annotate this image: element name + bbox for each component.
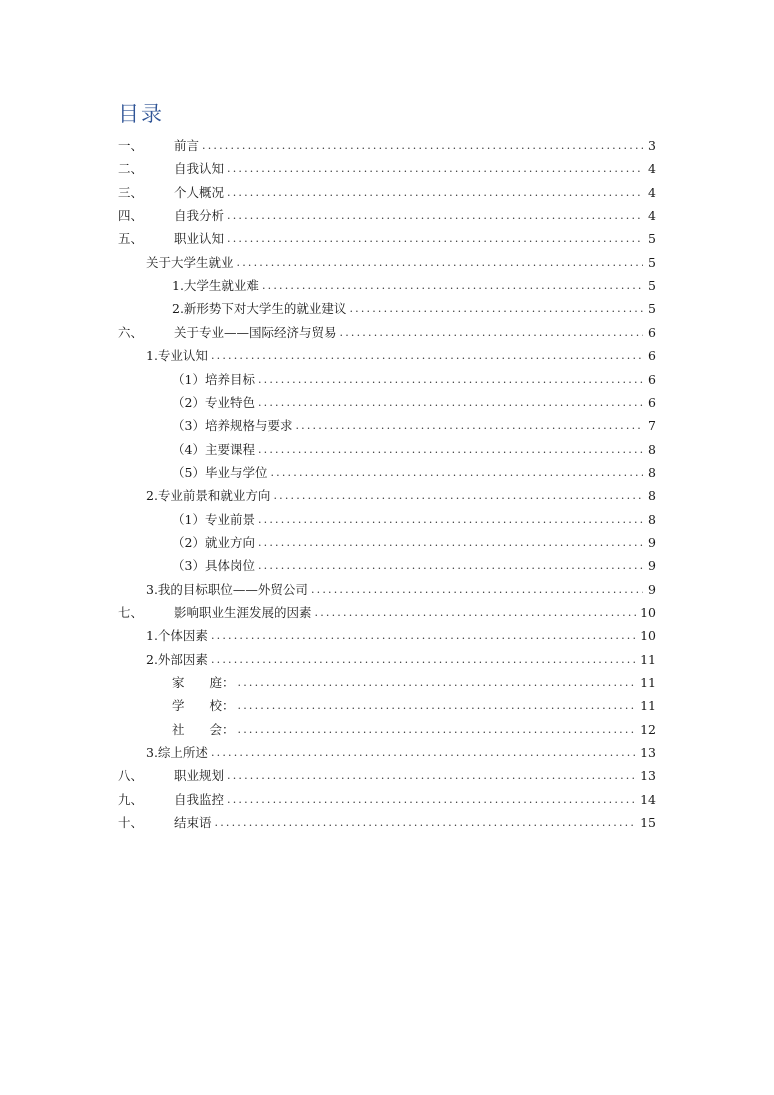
dot-leader [258, 556, 643, 576]
toc-entry-page: 5 [648, 301, 656, 317]
toc-entry-label: 3.我的目标职位——外贸公司 [146, 581, 308, 597]
toc-entry[interactable] [172, 463, 656, 483]
dot-leader [227, 229, 643, 249]
dot-leader [211, 626, 637, 646]
toc-entry[interactable] [118, 183, 656, 203]
toc-entry-page: 13 [640, 745, 656, 761]
toc-entry-label: 个人概况 [174, 184, 225, 200]
dot-leader [273, 486, 643, 506]
toc-entry-page: 10 [640, 628, 656, 644]
dot-leader [227, 159, 643, 179]
toc-entry-page: 13 [640, 768, 656, 784]
toc-entry-page: 4 [648, 161, 656, 177]
toc-entry[interactable] [172, 696, 656, 716]
toc-entry-number: 五、 [118, 231, 144, 247]
toc-entry-page: 9 [648, 534, 656, 550]
toc-entry-page: 3 [648, 138, 656, 153]
toc-entry-label: 前言 [174, 138, 200, 153]
toc-entry-label: （1）专业前景 [172, 511, 255, 527]
toc-entry[interactable] [118, 323, 656, 343]
toc-entry-label: 结束语 [174, 815, 212, 831]
toc-entry-label: 3.综上所述 [146, 745, 208, 761]
toc-entry-number: 九、 [118, 791, 144, 807]
dot-leader [238, 696, 638, 716]
toc-entry-label: （2）专业特色 [172, 394, 255, 410]
toc-entry-number: 一、 [118, 138, 144, 153]
toc-entry-label: 学 校： [172, 698, 235, 714]
toc-entry-page: 14 [640, 791, 656, 807]
toc-entry-label: 职业认知 [174, 231, 225, 247]
toc-entry[interactable] [146, 253, 656, 273]
toc-entry[interactable] [118, 766, 656, 786]
toc-entry-page: 8 [648, 488, 656, 504]
toc-entry[interactable] [118, 206, 656, 226]
toc-entry[interactable] [118, 159, 656, 179]
toc-entry-label: 自我监控 [174, 791, 225, 807]
toc-entry-label: 1.专业认知 [146, 348, 208, 364]
toc-entry-label: （2）就业方向 [172, 534, 255, 550]
toc-entry-number: 六、 [118, 324, 144, 340]
toc-entry[interactable] [118, 790, 656, 810]
dot-leader [270, 463, 643, 483]
toc-entry-label: （4）主要课程 [172, 441, 255, 457]
toc-entry[interactable] [172, 720, 656, 740]
toc-entry-page: 5 [648, 231, 656, 247]
toc-entry-label: 社 会： [172, 721, 235, 737]
toc-entry-label: 1.个体因素 [146, 628, 208, 644]
dot-leader [295, 416, 643, 436]
dot-leader [311, 580, 643, 600]
toc-entry-label: 1.大学生就业难 [172, 278, 259, 294]
dot-leader [258, 370, 643, 390]
toc-entry[interactable] [118, 813, 656, 833]
toc-entry-label: 关于专业——国际经济与贸易 [174, 324, 337, 340]
toc-entry-label: 自我分析 [174, 208, 225, 224]
toc-entry[interactable] [172, 393, 656, 413]
toc-entry-label: （5）毕业与学位 [172, 464, 268, 480]
toc-entry-label: （3）培养规格与要求 [172, 418, 293, 434]
toc-entry-number: 二、 [118, 161, 144, 177]
toc-entry[interactable] [146, 743, 656, 763]
toc-entry-number: 十、 [118, 815, 144, 831]
toc-entry-page: 4 [648, 208, 656, 224]
toc-entry-label: （1）培养目标 [172, 371, 255, 387]
toc-entry-page: 7 [648, 418, 656, 434]
toc-entry-page: 12 [640, 721, 656, 737]
toc-entry-page: 11 [640, 675, 656, 691]
toc-entry-page: 11 [640, 651, 656, 667]
toc-entry-number: 三、 [118, 184, 144, 200]
toc-entry-page: 5 [648, 278, 656, 294]
toc-entry-page: 8 [648, 441, 656, 457]
toc-entry-page: 6 [648, 394, 656, 410]
toc-entry[interactable] [146, 650, 656, 670]
toc-entry-label: 关于大学生就业 [146, 254, 234, 270]
toc-entry-number: 四、 [118, 208, 144, 224]
toc-entry-page: 6 [648, 371, 656, 387]
toc-entry[interactable] [172, 533, 656, 553]
dot-leader [211, 650, 637, 670]
dot-leader [258, 510, 643, 530]
toc-entry[interactable] [146, 580, 656, 600]
dot-leader [258, 533, 643, 553]
toc-entry-label: 影响职业生涯发展的因素 [174, 605, 312, 620]
toc-entry[interactable] [172, 556, 656, 576]
toc-entry-label: 家 庭： [172, 675, 235, 691]
toc-entry[interactable] [172, 299, 656, 319]
dot-leader [237, 253, 643, 273]
toc-entry-label: 2.外部因素 [146, 651, 208, 667]
dot-leader [340, 323, 643, 343]
dot-leader [211, 743, 637, 763]
toc-entry-page: 10 [640, 605, 656, 620]
toc-entry[interactable] [172, 416, 656, 436]
toc-entry[interactable] [118, 229, 656, 249]
toc-entry[interactable] [172, 510, 656, 530]
toc-entry-number: 七、 [118, 605, 144, 620]
toc-entry-page: 9 [648, 581, 656, 597]
toc-entry-label: 2.专业前景和就业方向 [146, 488, 271, 504]
toc-entry[interactable] [146, 486, 656, 506]
dot-leader [238, 673, 638, 693]
toc-entry[interactable] [146, 626, 656, 646]
toc-entry-page: 15 [640, 815, 656, 831]
toc-entry-page: 6 [648, 324, 656, 340]
dot-leader [227, 766, 637, 786]
dot-leader [258, 393, 643, 413]
toc-entry-label: 自我认知 [174, 161, 225, 177]
toc-entry-label: 2.新形势下对大学生的就业建议 [172, 301, 347, 317]
toc-entry-page: 9 [648, 558, 656, 574]
dot-leader [215, 813, 638, 833]
dot-leader [238, 720, 638, 740]
dot-leader [349, 299, 643, 319]
toc-entry[interactable] [118, 603, 656, 623]
dot-leader [262, 276, 643, 296]
toc-entry[interactable] [172, 673, 656, 693]
toc-entry-page: 5 [648, 254, 656, 270]
dot-leader [315, 603, 638, 623]
toc-entry-number: 八、 [118, 768, 144, 784]
dot-leader [227, 206, 643, 226]
toc-entry[interactable] [146, 346, 656, 366]
dot-leader [211, 346, 643, 366]
toc-entry-page: 6 [648, 348, 656, 364]
toc-entry-page: 8 [648, 511, 656, 527]
toc-entry[interactable] [172, 276, 656, 296]
toc-entry[interactable] [118, 136, 656, 156]
dot-leader [227, 790, 637, 810]
dot-leader [258, 440, 643, 460]
toc-entry-label: 职业规划 [174, 768, 225, 784]
toc-entry-page: 4 [648, 184, 656, 200]
toc-entry[interactable] [172, 440, 656, 460]
toc-entry-label: （3）具体岗位 [172, 558, 255, 574]
dot-leader [202, 136, 643, 156]
toc-entry[interactable] [172, 370, 656, 390]
toc-entry-page: 8 [648, 464, 656, 480]
toc-title: 目录 [118, 102, 164, 126]
dot-leader [227, 183, 643, 203]
toc-entry-page: 11 [640, 698, 656, 714]
